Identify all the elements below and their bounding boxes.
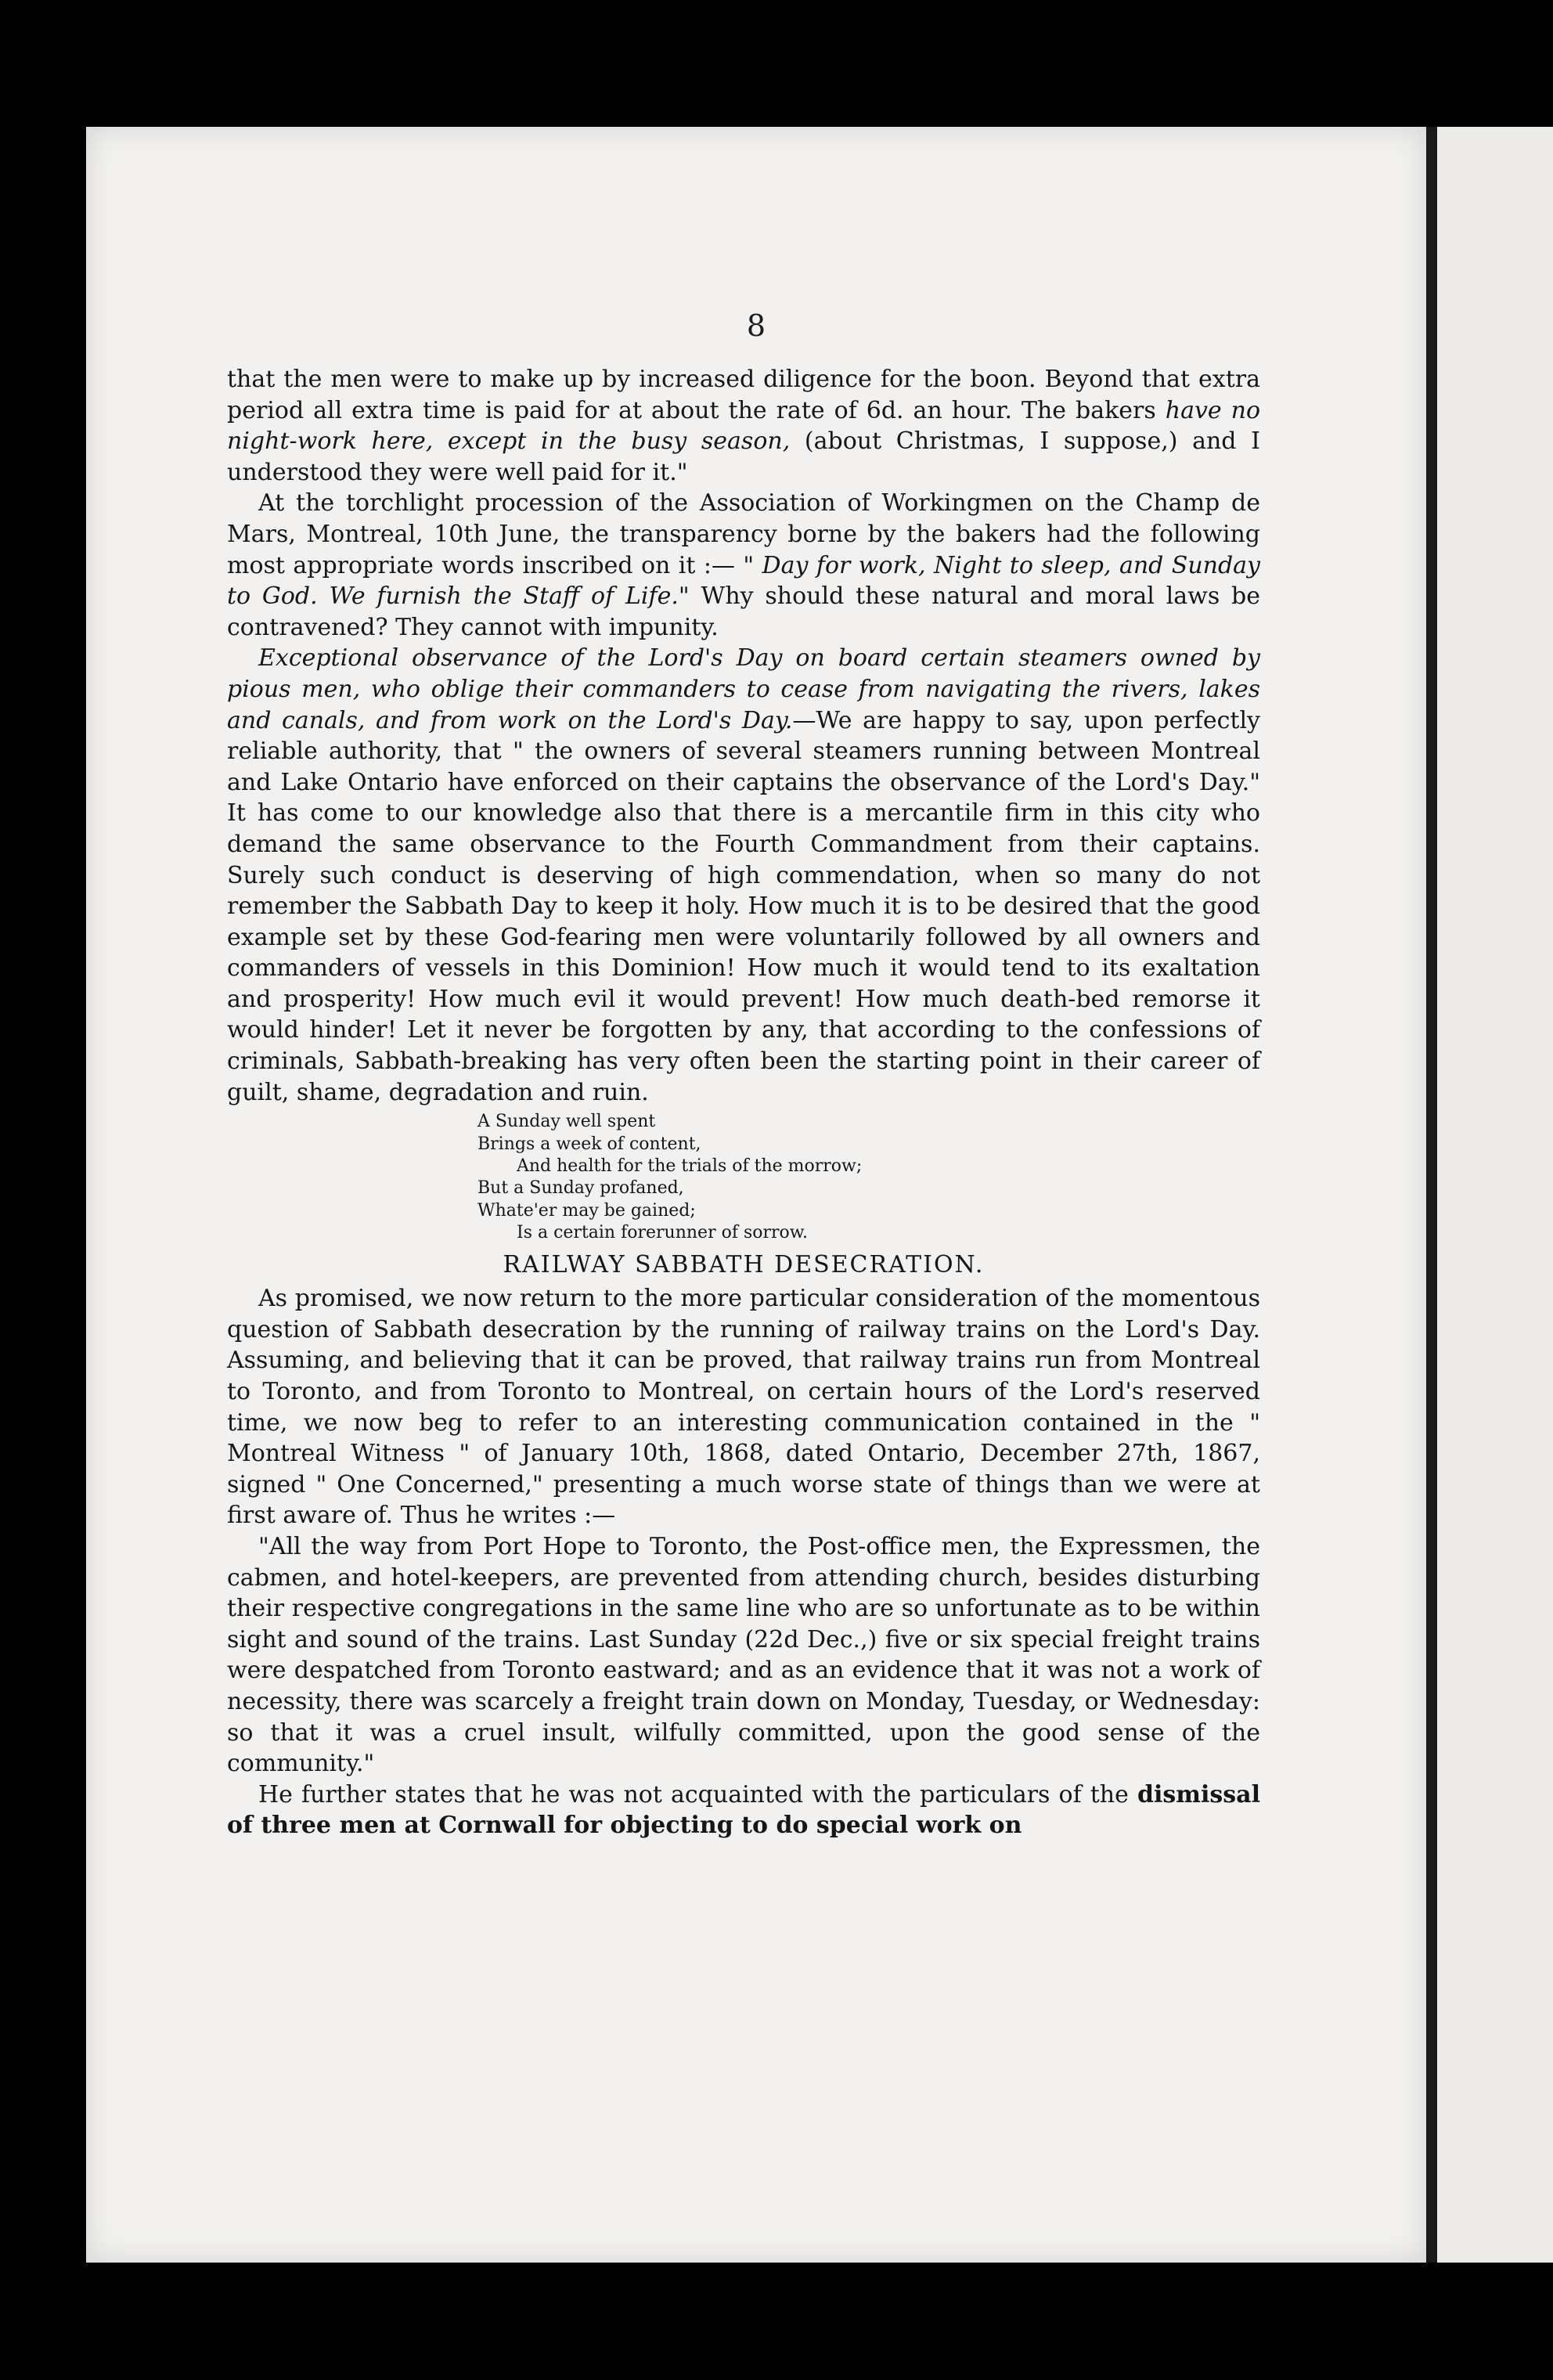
- paragraph-text: that the men were to make up by increased diligence for the boon. Beyond that extra period all extra time is paid for at about the rate of 6d. an hour. The bakers: [227, 366, 1260, 424]
- paragraph: [227, 488, 1260, 643]
- paragraph: [227, 643, 1260, 1108]
- poem-line: Whate'er may be gained;: [477, 1200, 696, 1221]
- bold-text: dismissal of three men at Cornwall for objecting to do special work on: [227, 1780, 1260, 1840]
- paragraph: [227, 1531, 1260, 1780]
- italic-text: Exceptional observance of the Lord's Day on board certain steamers owned by pious men, who oblige their commanders to cease from navigating the rivers, lakes and canals, and from work on the Lord's Day.: [227, 644, 1260, 734]
- paragraph: [227, 1780, 1260, 1841]
- paragraph-text: (about Christmas, I suppose,) and I understood they were well paid for it.": [227, 427, 1260, 486]
- poem-line: And health for the trials of the morrow;: [517, 1156, 863, 1177]
- poem-line: But a Sunday profaned,: [477, 1178, 684, 1199]
- page-gutter: [1426, 127, 1437, 2263]
- poem-line: Is a certain forerunner of sorrow.: [517, 1223, 808, 1243]
- page-number: 8: [746, 308, 766, 343]
- paragraph-text: At the torchlight procession of the Association of Workingmen on the Champ de Mars, Montreal, 10th June, the transparency borne by the bakers had the following most appropriate words inscribed on it :—: [227, 489, 1260, 579]
- italic-quote: " Day for work, Night to sleep, and Sunday to God. We furnish the Staff of Life.": [227, 551, 1260, 611]
- section-heading: RAILWAY SABBATH DESECRATION.: [503, 1250, 985, 1278]
- paragraph-text: Why should these natural and moral laws be contravened? They cannot with impunity.: [227, 582, 1260, 641]
- next-page-edge: [1437, 127, 1553, 2263]
- poem-line: Brings a week of content,: [477, 1134, 701, 1154]
- quote-text: "All the way from Port Hope to Toronto, the Post-office men, the Expressmen, the cabmen, and hotel-keepers, are prevented from attending church, besides disturbing their respective congregations in the same line who are so unfortunate as to be within sight and sound of the trains. Last Sunday (22d Dec.,) five or six special freight trains were despatched from Toronto eastward; and as an evidence that it was not a work of necessity, there was scarcely a freight train down on Monday, Tuesday, or Wednesday: so that it was a cruel insult, wilfully committed, upon the good sense of the community.": [227, 1533, 1260, 1778]
- paragraph-text: He further states that he was not acquainted with the particulars of the: [258, 1780, 1129, 1808]
- paragraph: [227, 1283, 1260, 1531]
- italic-text: have no night-work here, except in the busy season,: [227, 396, 1261, 456]
- paragraph: [227, 364, 1260, 488]
- poem-line: A Sunday well spent: [477, 1112, 656, 1132]
- paragraph-text: —We are happy to say, upon perfectly reliable authority, that " the owners of several steamers running between Montreal and Lake Ontario have enforced on their captains the observance of the Lord's Day." It has come to our knowledge also that there is a mercantile firm in this city who demand the same observance to the Fourth Commandment from their captains. Surely such conduct is deserving of high commendation, when so many do not remember the Sabbath Day to keep it holy. How much it is to be desired that the good example set by these God-fearing men were voluntarily followed by all owners and commanders of vessels in this Dominion! How much it would tend to its exaltation and prosperity! How much evil it would prevent! How much death-bed remorse it would hinder! Let it never be forgotten by any, that according to the confessions of criminals, Sabbath-breaking has very often been the starting point in their career of guilt, shame, degradation and ruin.: [227, 706, 1260, 1106]
- page-text: [227, 364, 1260, 1841]
- poem: [477, 1111, 1260, 1244]
- paragraph-text: As promised, we now return to the more particular consideration of the momentous question of Sabbath desecration by the running of railway trains on the Lord's Day. Assuming, and believing that it can be proved, that railway trains run from Montreal to Toronto, and from Toronto to Montreal, on certain hours of the Lord's reserved time, we now beg to refer to an interesting communication contained in the " Montreal Witness " of January 10th, 1868, dated Ontario, December 27th, 1867, signed " One Concerned," presenting a much worse state of things than we were at first aware of. Thus he writes :—: [227, 1285, 1260, 1530]
